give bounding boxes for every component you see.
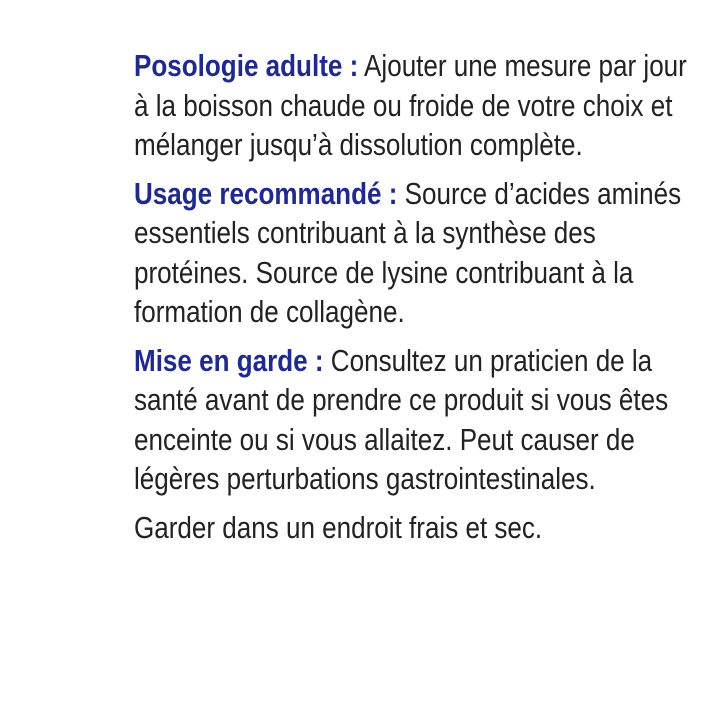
dosage-text: Ajouter une mesure par jour à la boisson chaude ou froide de votre choix et mélanger jusqu’à dissolution complète. — [134, 48, 687, 162]
label-text-block — [134, 46, 693, 556]
recommended-use-heading: Usage recommandé : — [134, 175, 398, 211]
recommended-use-text: Source d’acides aminés essentiels contribuant à la synthèse des protéines. Source de lysine contribuant à la formation de collagène. — [134, 175, 682, 329]
warning-paragraph — [134, 341, 693, 499]
warning-text: Consultez un praticien de la santé avant de prendre ce produit si vous êtes enceinte ou si vous allaitez. Peut causer de légères perturbations gastrointestinales. — [134, 342, 669, 496]
recommended-use-paragraph — [134, 174, 693, 332]
storage-note: Garder dans un endroit frais et sec. — [134, 509, 543, 545]
dosage-paragraph — [134, 46, 693, 165]
warning-heading: Mise en garde : — [134, 342, 324, 378]
dosage-heading: Posologie adulte : — [134, 48, 359, 83]
